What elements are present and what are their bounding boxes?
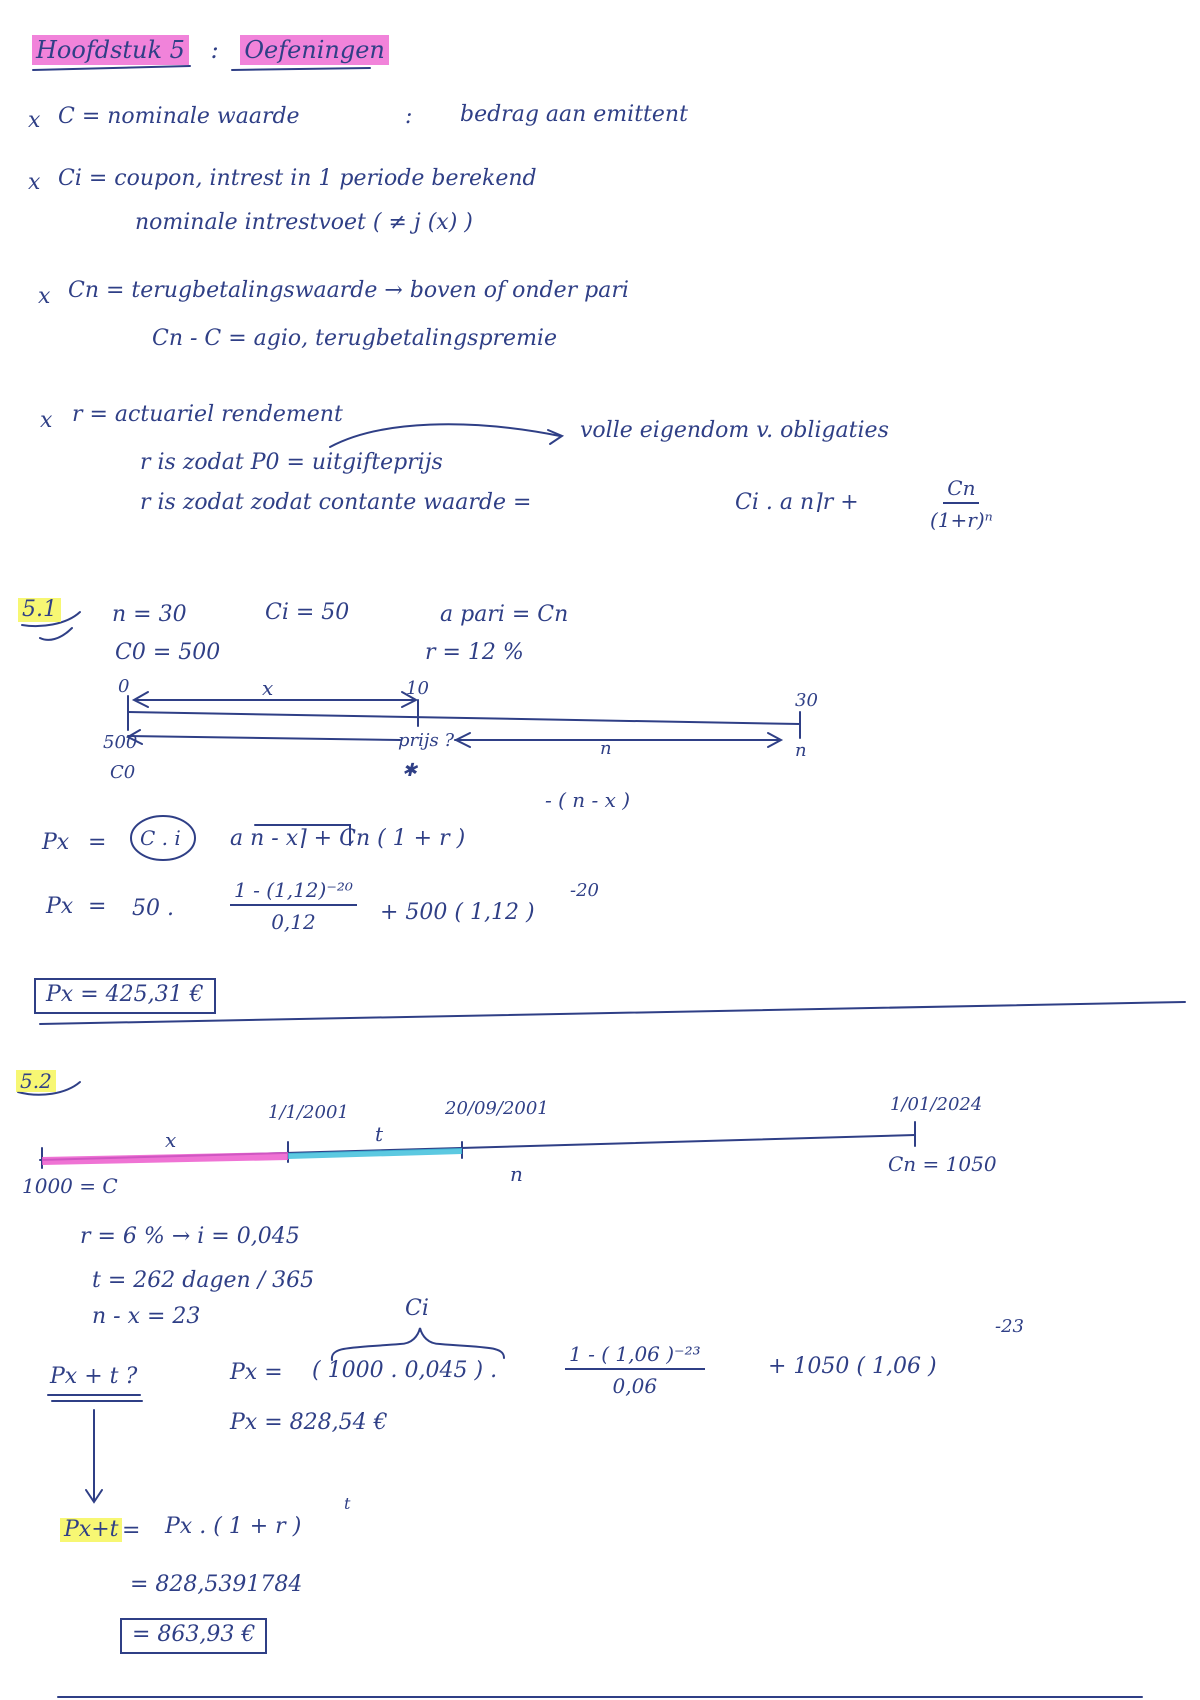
formula3-lhs: Px = (230, 1360, 283, 1385)
formula3-fraction (565, 1344, 705, 1396)
pxt-lhs: Px+t (60, 1518, 122, 1542)
timeline-label-x: x (262, 676, 274, 700)
given2-r: r = 6 % → i = 0,045 (80, 1224, 300, 1249)
fraction-denominator: (1+r)ⁿ (930, 508, 993, 532)
def-coupon-sub: nominale intrestvoet ( ≠ j (x) ) (135, 210, 473, 235)
def-coupon: Ci = coupon, intrest in 1 periode berekend (58, 166, 537, 191)
def-redemption: Cn = terugbetalingswaarde → boven of onder pari (68, 278, 629, 303)
formula1-lhs: Px (42, 830, 70, 855)
exercise-5-2-label: 5.2 (16, 1070, 56, 1092)
bullet: x (40, 408, 53, 433)
px-result: Px = 828,54 € (230, 1410, 388, 1435)
arrow-volle-eigendom (330, 424, 560, 447)
def-yield-sub2: r is zodat zodat contante waarde = (140, 490, 532, 515)
formula2-coef: 50 . (132, 896, 174, 921)
def-yield: r = actuariel rendement (72, 402, 343, 427)
formula2-exponent: -20 (570, 880, 599, 901)
arrow-head-volle-eigendom (548, 430, 562, 444)
formula2-rest: + 500 ( 1,12 ) (380, 900, 535, 925)
given2-nx: n - x = 23 (92, 1304, 201, 1329)
fraction-numerator: Cn (943, 478, 979, 504)
timeline2-date-3: 1/01/2024 (890, 1094, 983, 1115)
title-underline-subject (232, 68, 370, 70)
brace-label-ci: Ci (405, 1296, 429, 1321)
formula3-paren: ( 1000 . 0,045 ) . (312, 1358, 498, 1383)
pxt-exponent: t (344, 1494, 351, 1513)
formula3-denominator: 0,06 (612, 1374, 658, 1398)
timeline2-c-right: Cn = 1050 (888, 1152, 997, 1176)
pxt-rhs: Px . ( 1 + r ) (165, 1514, 302, 1539)
timeline2-c-left: 1000 = C (22, 1174, 118, 1198)
given-r: r = 12 % (425, 640, 524, 665)
def-yield-sub1: r is zodat P0 = uitgifteprijs (140, 450, 443, 475)
title-underline-chapter (33, 66, 190, 70)
timeline2-date-1: 1/1/2001 (268, 1102, 349, 1123)
title-colon: : (210, 36, 219, 64)
def-yield-formula: Ci . a n⌉r + (735, 490, 859, 515)
formula2-fraction (230, 880, 357, 932)
bullet: x (28, 170, 41, 195)
timeline-price: prijs ? (398, 730, 455, 751)
formula3-rest: + 1050 ( 1,06 ) (768, 1354, 937, 1379)
def-separator: : (405, 104, 413, 129)
label-curl-5-1b (40, 628, 72, 640)
def-redemption-sub: Cn - C = agio, terugbetalingspremie (152, 326, 557, 351)
timeline-label-0: 0 (118, 676, 130, 697)
formula3-numerator: 1 - ( 1,06 )⁻²³ (565, 1344, 705, 1370)
timeline2-label-x: x (165, 1128, 177, 1152)
question-px-t: Px + t ? (50, 1364, 138, 1389)
bullet: x (38, 284, 51, 309)
timeline-main-line (128, 712, 800, 724)
pxt-eq: = (122, 1518, 141, 1543)
answer-5-2: = 863,93 € (120, 1618, 267, 1654)
def-yield-arrow-note: volle eigendom v. obligaties (580, 418, 889, 443)
timeline-lower-left (128, 736, 400, 740)
brace-ci (332, 1328, 504, 1360)
formula1-circled-ci: C . i (140, 826, 181, 850)
formula2-lhs: Px (46, 894, 74, 919)
timeline-star: ✱ (402, 760, 418, 781)
title-row (32, 38, 389, 62)
timeline-label-10: 10 (406, 678, 429, 699)
given-n: n = 30 (112, 602, 187, 627)
formula2-numerator: 1 - (1,12)⁻²⁰ (230, 880, 357, 906)
answer-5-1: Px = 425,31 € (34, 978, 216, 1014)
timeline2-date-2: 20/09/2001 (445, 1098, 549, 1119)
timeline2-label-n: n (510, 1162, 523, 1186)
def-yield-fraction (930, 478, 993, 530)
given-pari: a pari = Cn (440, 602, 569, 627)
formula3-exponent: -23 (995, 1316, 1024, 1337)
timeline2-label-t: t (375, 1122, 384, 1146)
formula1-annuity: a n - x⌉ + Cn ( 1 + r ) (230, 826, 466, 851)
formula2-eq: = (88, 894, 107, 919)
chapter-title: Hoofdstuk 5 (32, 35, 189, 65)
timeline-label-n-end: n (795, 740, 807, 761)
timeline-label-30: 30 (795, 690, 818, 711)
exercise-5-1-label: 5.1 (18, 598, 61, 622)
given2-t: t = 262 dagen / 365 (92, 1268, 315, 1293)
given-ci: Ci = 50 (265, 600, 350, 625)
timeline-2-pink-segment (42, 1156, 288, 1161)
subject-title: Oefeningen (240, 35, 389, 65)
timeline-label-n: n (600, 738, 612, 759)
formula1-exponent: - ( n - x ) (545, 788, 631, 812)
bullet: x (28, 108, 41, 133)
timeline-c0-value: 500 (103, 732, 138, 753)
formula1-eq: = (88, 830, 107, 855)
pxt-value: = 828,5391784 (130, 1572, 303, 1597)
timeline-c0-symbol: C0 (110, 762, 136, 783)
def-nominal-value: C = nominale waarde (58, 104, 300, 129)
given-c0: C0 = 500 (115, 640, 221, 665)
formula2-denominator: 0,12 (271, 910, 316, 934)
def-emittent-note: bedrag aan emittent (460, 102, 688, 127)
